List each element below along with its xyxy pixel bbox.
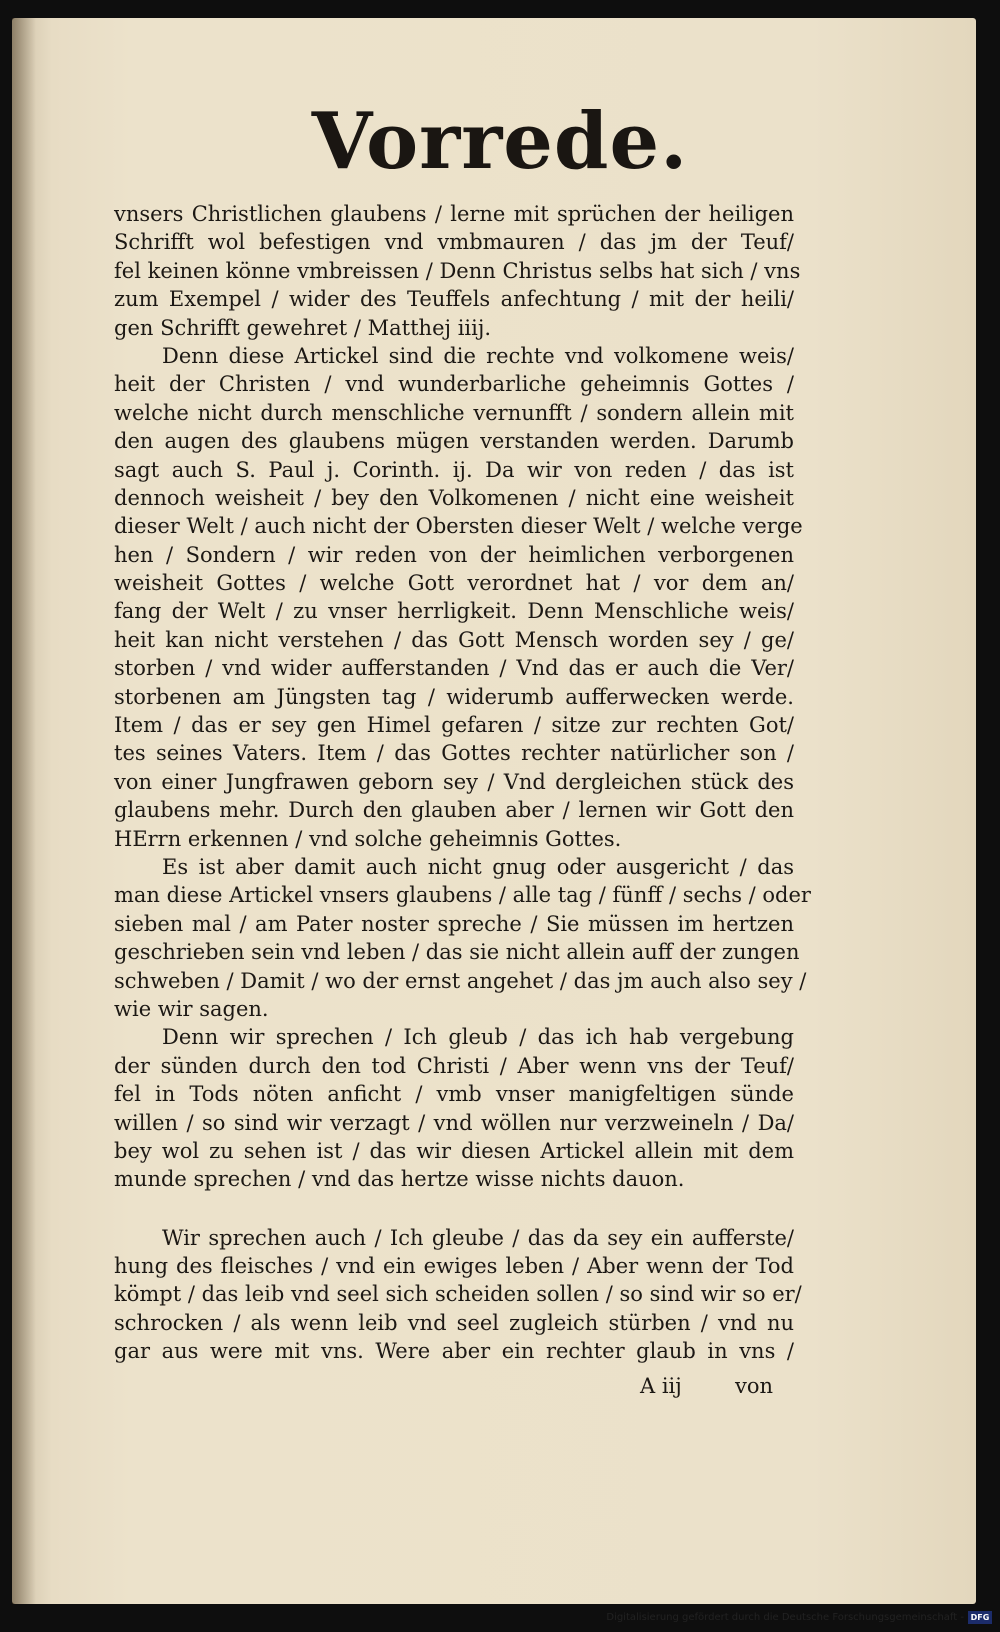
text-line: Item / das er sey gen Himel gefaren / sitze zur rechten Got/ bbox=[114, 713, 794, 738]
text-line: glaubens mehr. Durch den glauben aber / lernen wir Gott den bbox=[114, 798, 794, 823]
text-line: heit kan nicht verstehen / das Gott Mensch worden sey / ge/ bbox=[114, 627, 794, 652]
body-text bbox=[114, 200, 811, 1366]
text-line: vnsers Christlichen glaubens / lerne mit sprüchen der heiligen bbox=[114, 202, 794, 226]
text-line: Wir sprechen auch / Ich gleube / das da sey ein aufferste/ bbox=[162, 1225, 794, 1250]
text-line: gen Schrifft gewehret / Matthej iiij. bbox=[114, 315, 492, 340]
page-heading: Vorrede. bbox=[311, 96, 689, 187]
text-line: gar aus were mit vns. Were aber ein rechter glaub in vns / bbox=[114, 1339, 794, 1364]
text-line: hung des fleisches / vnd ein ewiges leben / Aber wenn der Tod bbox=[114, 1254, 794, 1279]
text-line: den augen des glaubens mügen verstanden werden. Darumb bbox=[114, 429, 794, 454]
text-line: munde sprechen / vnd das hertze wisse nichts dauon. bbox=[114, 1167, 685, 1192]
text-line: bey wol zu sehen ist / das wir diesen Artickel allein mit dem bbox=[114, 1138, 794, 1163]
text-line: weisheit Gottes / welche Gott verordnet hat / vor dem an/ bbox=[114, 571, 794, 596]
signature-mark: A iij bbox=[640, 1374, 682, 1398]
text-line: sagt auch S. Paul j. Corinth. ij. Da wir von reden / das ist bbox=[114, 457, 794, 482]
text-line: zum Exempel / wider des Teuffels anfechtung / mit der heili/ bbox=[114, 287, 794, 312]
gutter-shadow bbox=[12, 18, 36, 1604]
text-line: Schrifft wol befestigen vnd vmbmauren / das jm der Teuf/ bbox=[114, 230, 794, 255]
text-line: tes seines Vaters. Item / das Gottes rechter natürlicher son / bbox=[114, 741, 794, 766]
text-line: hen / Sondern / wir reden von der heimlichen verborgenen bbox=[114, 542, 794, 567]
text-line: sieben mal / am Pater noster spreche / Sie müssen im hertzen bbox=[114, 911, 794, 936]
digitization-credit: Digitalisierung gefördert durch die Deutsche Forschungsgemeinschaft - bbox=[606, 1612, 964, 1623]
text-line: wie wir sagen. bbox=[114, 996, 269, 1021]
text-line: der sünden durch den tod Christi / Aber wenn vns der Teuf/ bbox=[114, 1053, 794, 1078]
text-line: storben / vnd wider aufferstanden / Vnd das er auch die Ver/ bbox=[114, 656, 794, 681]
text-line: Es ist aber damit auch nicht gnug oder ausgericht / das bbox=[162, 854, 794, 879]
text-line: schrocken / als wenn leib vnd seel zugleich stürben / vnd nu bbox=[114, 1310, 794, 1335]
catchword: von bbox=[735, 1374, 774, 1398]
paragraph-gap bbox=[114, 1194, 794, 1224]
text-line: dennoch weisheit / bey den Volkomenen / nicht eine weisheit bbox=[114, 485, 794, 510]
text-line: heit der Christen / vnd wunderbarliche geheimnis Gottes / bbox=[114, 372, 794, 397]
text-line: kömpt / das leib vnd seel sich scheiden sollen / so sind wir so er/ bbox=[114, 1282, 802, 1307]
text-line: fel in Tods nöten anficht / vmb vnser manigfeltigen sünde bbox=[114, 1082, 794, 1107]
text-line: Denn diese Artickel sind die rechte vnd volkomene weis/ bbox=[162, 343, 794, 368]
text-line: dieser Welt / auch nicht der Obersten dieser Welt / welche verge bbox=[114, 514, 803, 539]
text-line: HErrn erkennen / vnd solche geheimnis Gottes. bbox=[114, 826, 622, 851]
text-line: storbenen am Jüngsten tag / widerumb aufferwecken werde. bbox=[114, 684, 794, 709]
dfg-logo-icon: DFG bbox=[968, 1611, 992, 1624]
text-line: geschrieben sein vnd leben / das sie nicht allein auff der zungen bbox=[114, 940, 800, 965]
text-line: willen / so sind wir verzagt / vnd wöllen nur verzweineln / Da/ bbox=[114, 1110, 794, 1135]
text-line: von einer Jungfrawen geborn sey / Vnd dergleichen stück des bbox=[114, 769, 794, 794]
text-line: schweben / Damit / wo der ernst angehet / das jm auch also sey / bbox=[114, 968, 807, 993]
text-line: Denn wir sprechen / Ich gleub / das ich hab vergebung bbox=[162, 1025, 794, 1050]
text-line: welche nicht durch menschliche vernunfft / sondern allein mit bbox=[114, 400, 794, 425]
text-line: man diese Artickel vnsers glaubens / alle tag / fünff / sechs / oder bbox=[114, 883, 811, 908]
text-line: fel keinen könne vmbreissen / Denn Christus selbs hat sich / vns bbox=[114, 258, 801, 283]
text-line: fang der Welt / zu vnser herrligkeit. Denn Menschliche weis/ bbox=[114, 599, 794, 624]
